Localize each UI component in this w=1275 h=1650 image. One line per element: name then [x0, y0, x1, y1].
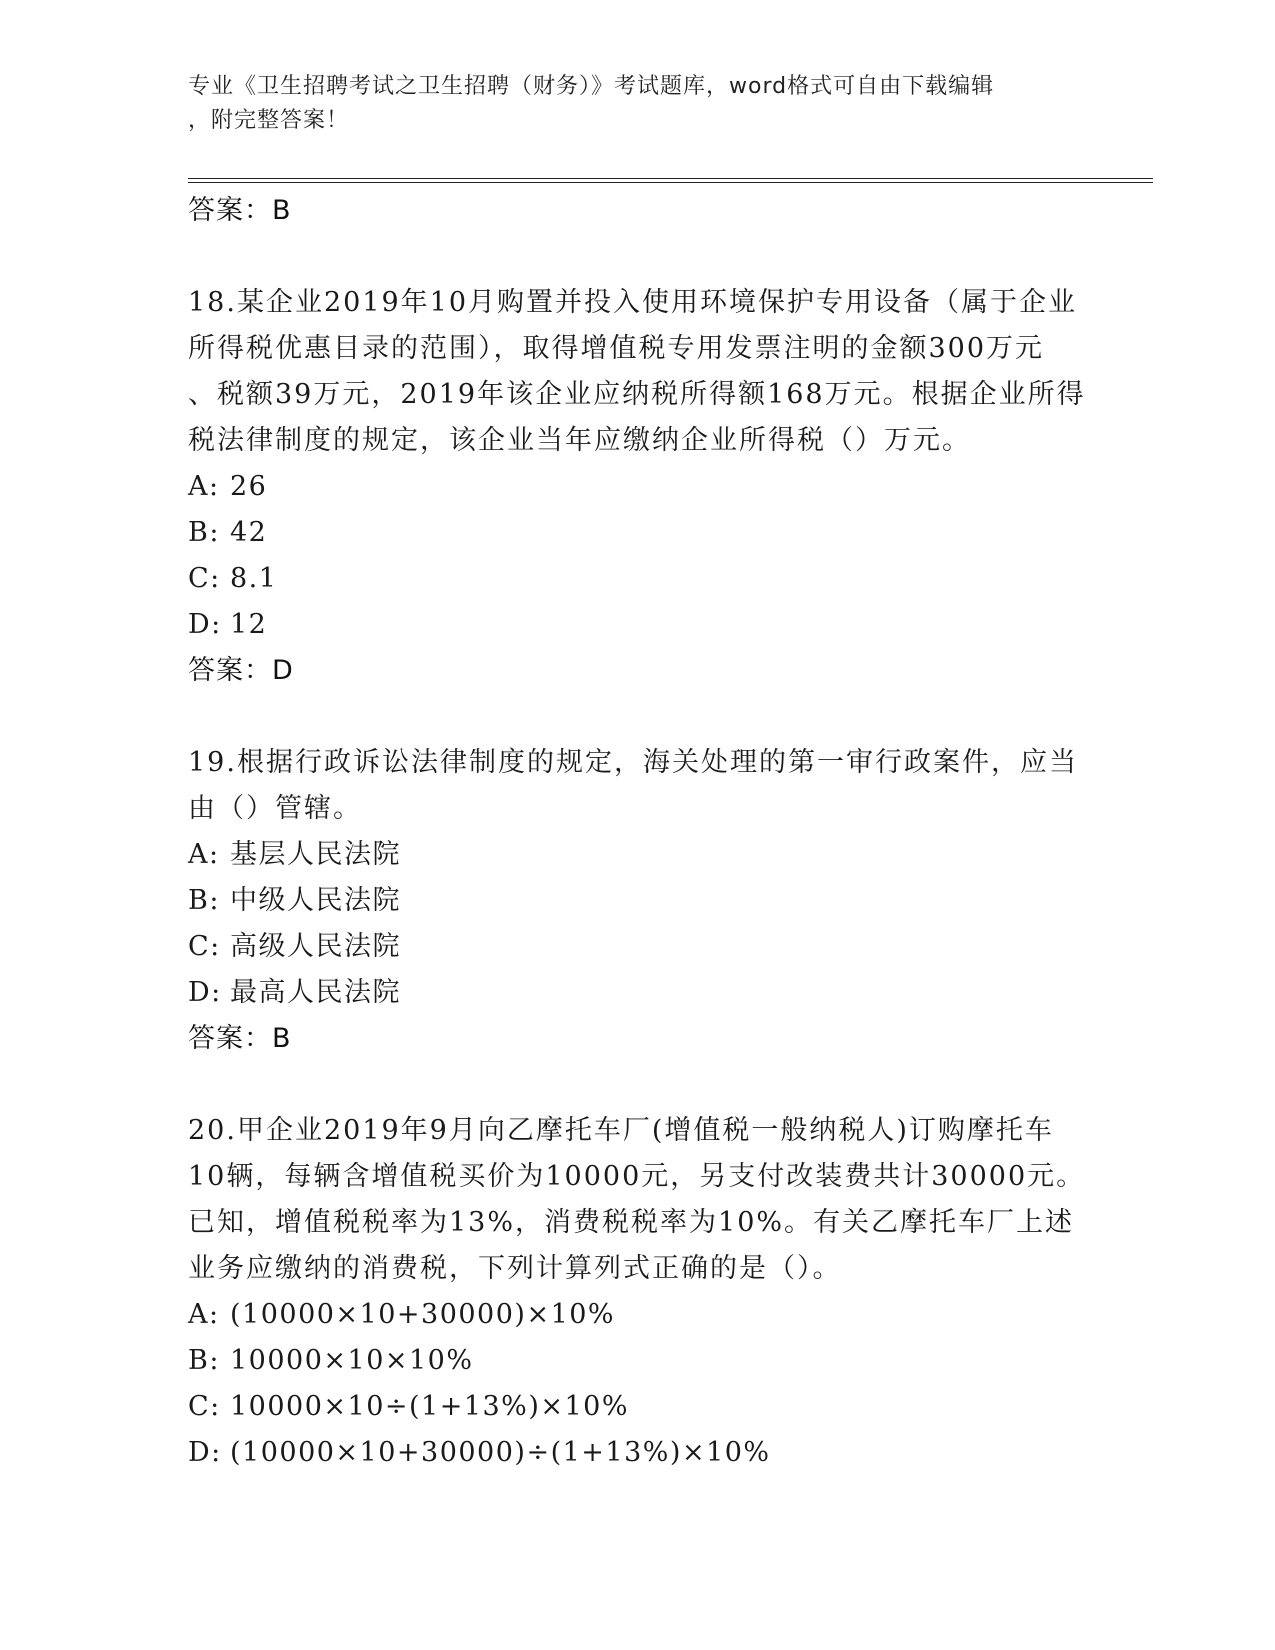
option-b	[188, 1338, 1088, 1384]
option-text: (10000×10+30000)÷(1+13%)×10%	[230, 1437, 771, 1468]
option-text: 26	[230, 471, 268, 502]
option-text: 8.1	[230, 563, 278, 594]
question-stem	[188, 740, 1088, 832]
header-line-2: ，附完整答案！	[188, 108, 350, 133]
option-text: 10000×10÷(1+13%)×10%	[230, 1391, 630, 1422]
option-key: B:	[188, 1345, 220, 1376]
stem-line: 18.某企业2019年10月购置并投入使用环境保护专用设备（属于企业	[188, 287, 1078, 318]
option-key: D:	[188, 977, 222, 1008]
stem-line: 已知，增值税税率为13%，消费税税率为10%。有关乙摩托车厂上述	[188, 1207, 1075, 1238]
question-20	[188, 1108, 1088, 1476]
option-d	[188, 970, 1088, 1016]
answer-q19: 答案：B	[188, 1023, 292, 1054]
option-a	[188, 832, 1088, 878]
stem-line: 19.根据行政诉讼法律制度的规定，海关处理的第一审行政案件，应当	[188, 747, 1078, 778]
stem-line: 、税额39万元，2019年该企业应纳税所得额168万元。根据企业所得	[188, 379, 1086, 410]
option-key: C:	[188, 1391, 221, 1422]
option-text: (10000×10+30000)×10%	[230, 1299, 616, 1330]
option-text: 高级人民法院	[230, 931, 401, 962]
option-d	[188, 1430, 1088, 1476]
option-text: 中级人民法院	[230, 885, 401, 916]
option-d	[188, 602, 1088, 648]
option-text: 最高人民法院	[230, 977, 401, 1008]
option-text: 10000×10×10%	[230, 1345, 474, 1376]
option-text: 基层人民法院	[230, 839, 401, 870]
document-body	[188, 188, 1088, 1476]
question-stem	[188, 1108, 1088, 1292]
stem-line: 所得税优惠目录的范围），取得增值税专用发票注明的金额300万元	[188, 333, 1045, 364]
option-key: C:	[188, 563, 221, 594]
option-key: C:	[188, 931, 221, 962]
answer-q17: 答案：B	[188, 195, 292, 226]
header-line-1: 专业《卫生招聘考试之卫生招聘（财务）》考试题库，word格式可自由下载编辑	[188, 74, 995, 99]
option-c	[188, 924, 1088, 970]
option-c	[188, 1384, 1088, 1430]
option-key: A:	[188, 471, 220, 502]
option-c	[188, 556, 1088, 602]
stem-line: 业务应缴纳的消费税，下列计算列式正确的是（）。	[188, 1253, 842, 1284]
option-key: D:	[188, 1437, 222, 1468]
stem-line: 20.甲企业2019年9月向乙摩托车厂(增值税一般纳税人)订购摩托车	[188, 1115, 1054, 1146]
option-key: B:	[188, 885, 220, 916]
stem-line: 由（）管辖。	[188, 793, 362, 824]
option-a	[188, 1292, 1088, 1338]
document-header	[188, 70, 1088, 138]
option-b	[188, 878, 1088, 924]
question-19	[188, 740, 1088, 1062]
option-text: 42	[230, 517, 268, 548]
option-key: B:	[188, 517, 220, 548]
header-divider	[188, 178, 1153, 183]
option-b	[188, 510, 1088, 556]
answer-q18: 答案：D	[188, 655, 294, 686]
option-a	[188, 464, 1088, 510]
question-18	[188, 280, 1088, 694]
option-text: 12	[230, 609, 268, 640]
stem-line: 税法律制度的规定，该企业当年应缴纳企业所得税（）万元。	[188, 425, 971, 456]
option-key: A:	[188, 1299, 220, 1330]
option-key: D:	[188, 609, 222, 640]
option-key: A:	[188, 839, 220, 870]
question-stem	[188, 280, 1088, 464]
stem-line: 10辆，每辆含增值税买价为10000元，另支付改装费共计30000元。	[188, 1161, 1086, 1192]
